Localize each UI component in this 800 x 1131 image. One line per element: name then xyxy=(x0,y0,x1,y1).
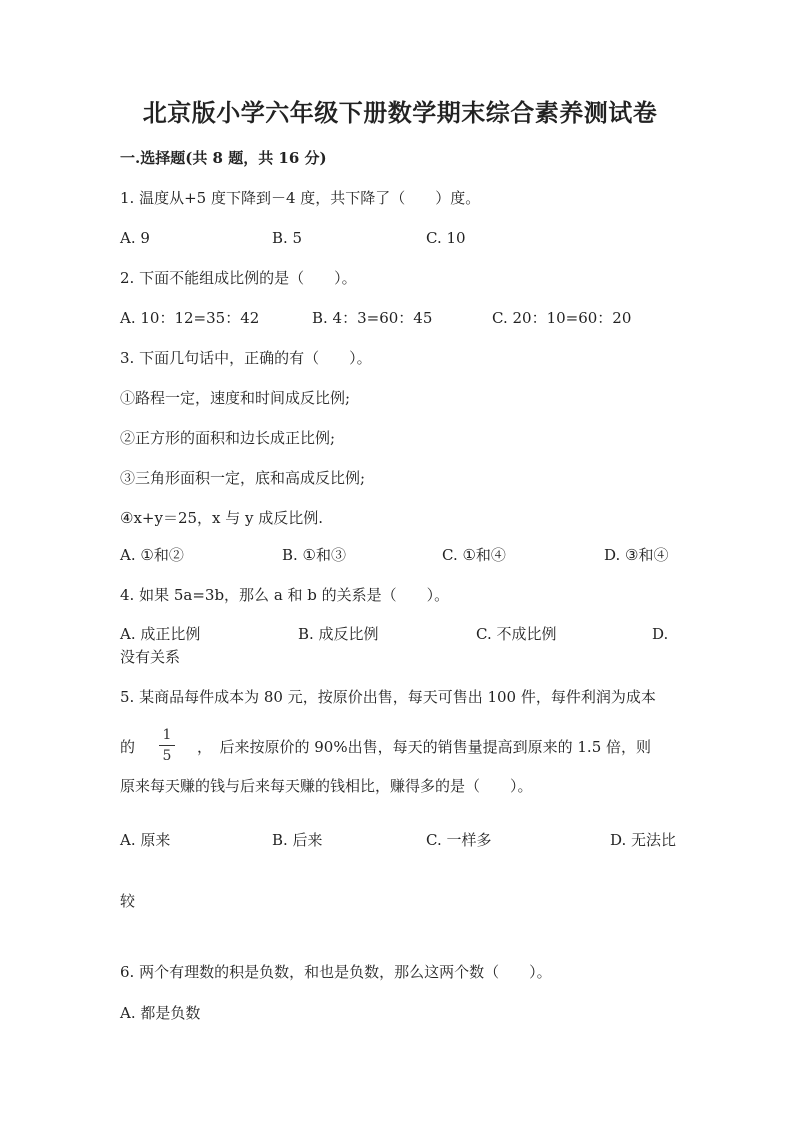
question-3-statement-3: ③三角形面积一定，底和高成反比例; xyxy=(120,469,366,487)
question-5-line-1: 5. 某商品每件成本为 80 元，按原价出售，每天可售出 100 件，每件利润为成本 xyxy=(120,688,656,706)
question-4-option-c: C. 不成比例 xyxy=(476,625,557,643)
question-1-option-a: A. 9 xyxy=(120,229,150,247)
question-1-option-c: C. 10 xyxy=(426,229,466,247)
question-3-statement-1: ①路程一定，速度和时间成反比例; xyxy=(120,389,351,407)
question-3-statement-2: ②正方形的面积和边长成正比例; xyxy=(120,429,336,447)
question-3-option-d: D. ③和④ xyxy=(604,546,669,564)
question-4-option-b: B. 成反比例 xyxy=(298,625,379,643)
question-4-stem: 4. 如果 5a=3b，那么 a 和 b 的关系是（ ）。 xyxy=(120,586,450,604)
question-5-option-a: A. 原来 xyxy=(120,831,171,849)
question-2-option-a: A. 10：12=35：42 xyxy=(120,309,260,327)
fraction-denominator: 5 xyxy=(162,748,172,764)
question-2-option-c: C. 20：10=60：20 xyxy=(492,309,632,327)
question-3-stem: 3. 下面几句话中，正确的有（ ）。 xyxy=(120,349,372,367)
question-3-option-a: A. ①和② xyxy=(120,546,184,564)
question-3-option-b: B. ①和③ xyxy=(282,546,347,564)
fraction-one-fifth xyxy=(159,727,175,764)
question-5-option-b: B. 后来 xyxy=(272,831,323,849)
section-heading: 一.选择题(共 8 题，共 16 分) xyxy=(120,149,327,167)
question-5-option-d-wrap: 较 xyxy=(120,892,136,910)
question-1-option-b: B. 5 xyxy=(272,229,303,247)
question-1-stem: 1. 温度从+5 度下降到－4 度，共下降了（ ）度。 xyxy=(120,189,481,207)
question-5-option-c: C. 一样多 xyxy=(426,831,492,849)
question-6-stem: 6. 两个有理数的积是负数，和也是负数，那么这两个数（ ）。 xyxy=(120,963,552,981)
question-5-line-3: 原来每天赚的钱与后来每天赚的钱相比，赚得多的是（ ）。 xyxy=(120,777,533,795)
fraction-bar xyxy=(159,745,175,746)
question-4-option-d-text: 没有关系 xyxy=(120,648,181,666)
question-4-option-a: A. 成正比例 xyxy=(120,625,201,643)
question-2-option-b: B. 4：3=60：45 xyxy=(312,309,433,327)
question-3-option-c: C. ①和④ xyxy=(442,546,506,564)
question-5-line-2-suffix: ， 后来按原价的 90%出售，每天的销售量提高到原来的 1.5 倍，则 xyxy=(197,738,652,756)
question-3-statement-4: ④x+y＝25，x 与 y 成反比例. xyxy=(120,509,324,527)
question-2-stem: 2. 下面不能组成比例的是（ ）。 xyxy=(120,269,357,287)
question-6-option-a: A. 都是负数 xyxy=(120,1004,201,1022)
question-4-option-d: D. xyxy=(652,625,669,643)
question-5-line-2-prefix: 的 xyxy=(120,738,136,756)
fraction-numerator: 1 xyxy=(162,727,172,743)
question-5-option-d: D. 无法比 xyxy=(610,831,677,849)
page-title: 北京版小学六年级下册数学期末综合素养测试卷 xyxy=(142,98,658,127)
